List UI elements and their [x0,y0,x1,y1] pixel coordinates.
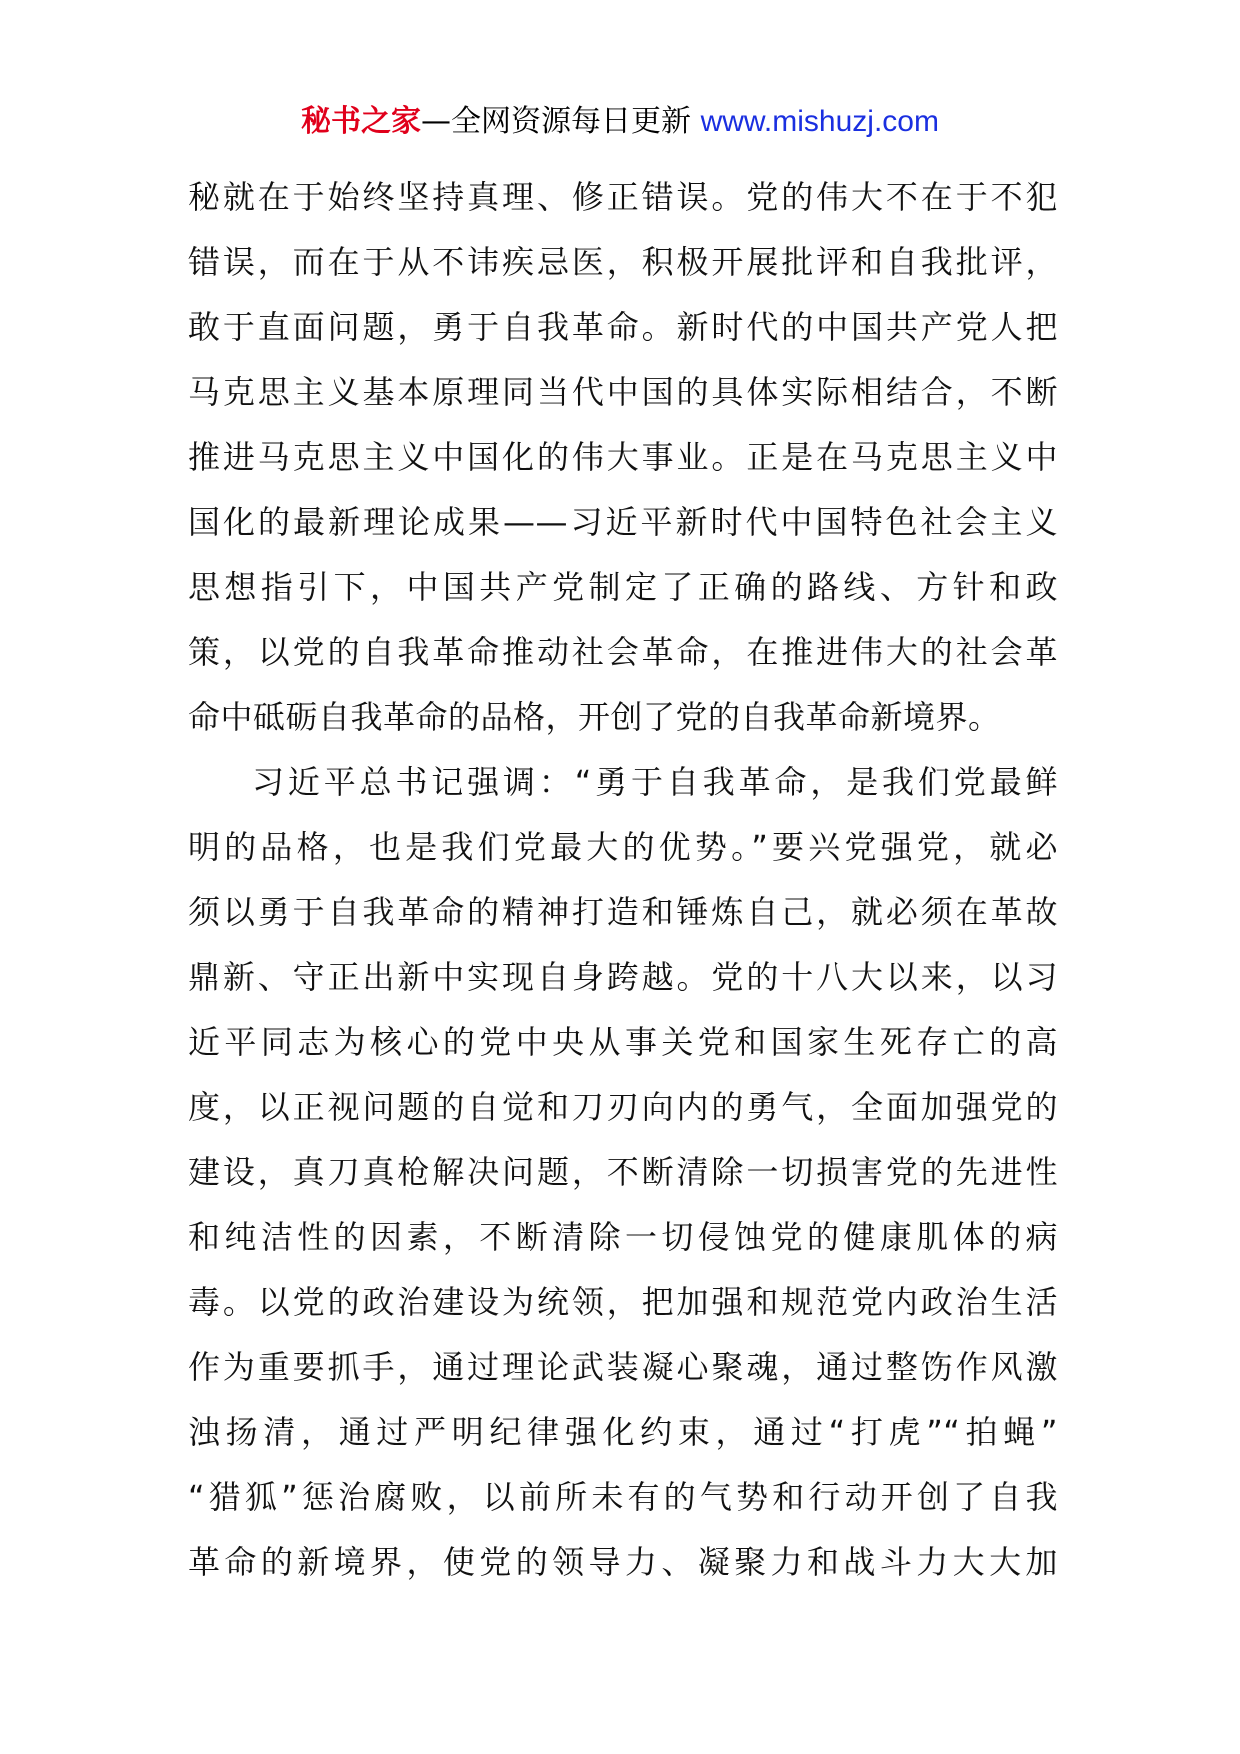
text-line: 须以勇于自我革命的精神打造和锤炼自己，就必须在革故 [188,893,1058,931]
text-line: 明的品格，也是我们党最大的优势。”要兴党强党，就必 [188,828,1058,866]
text-line: 命中砥砺自我革命的品格，开创了党的自我革命新境界。 [188,698,1001,736]
text-line: 近平同志为核心的党中央从事关党和国家生死存亡的高 [188,1023,1058,1061]
text-line: 马克思主义基本原理同当代中国的具体实际相结合，不断 [188,373,1058,411]
page-header [0,100,1240,144]
text-line: 作为重要抓手，通过理论武装凝心聚魂，通过整饬作风激 [188,1348,1058,1386]
paragraph-first-line: 习近平总书记强调：“勇于自我革命，是我们党最鲜 [252,763,1058,801]
text-line: 错误，而在于从不讳疾忌医，积极开展批评和自我批评， [188,243,1058,281]
text-line: 浊扬清，通过严明纪律强化约束，通过“打虎”“拍蝇” [188,1413,1058,1451]
text-line: 国化的最新理论成果——习近平新时代中国特色社会主义 [188,503,1058,541]
text-line: 和纯洁性的因素，不断清除一切侵蚀党的健康肌体的病 [188,1218,1058,1256]
text-line: 策，以党的自我革命推动社会革命，在推进伟大的社会革 [188,633,1058,671]
text-line: 革命的新境界，使党的领导力、凝聚力和战斗力大大加 [188,1543,1058,1581]
text-line: 秘就在于始终坚持真理、修正错误。党的伟大不在于不犯 [188,178,1058,216]
text-line: 思想指引下，中国共产党制定了正确的路线、方针和政 [188,568,1058,606]
text-line: 敢于直面问题，勇于自我革命。新时代的中国共产党人把 [188,308,1058,346]
text-line: 毒。以党的政治建设为统领，把加强和规范党内政治生活 [188,1283,1058,1321]
site-url-link[interactable]: www.mishuzj.com [700,105,939,138]
text-line: 推进马克思主义中国化的伟大事业。正是在马克思主义中 [188,438,1058,476]
text-line: 鼎新、守正出新中实现自身跨越。党的十八大以来，以习 [188,958,1058,996]
body-text [188,165,1058,1595]
header-slogan: —全网资源每日更新 [421,104,692,139]
brand-name: 秘书之家 [301,104,422,139]
text-line: 建设，真刀真枪解决问题，不断清除一切损害党的先进性 [188,1153,1058,1191]
text-line: “猎狐”惩治腐败，以前所未有的气势和行动开创了自我 [188,1478,1058,1516]
text-line: 度，以正视问题的自觉和刀刃向内的勇气，全面加强党的 [188,1088,1058,1126]
